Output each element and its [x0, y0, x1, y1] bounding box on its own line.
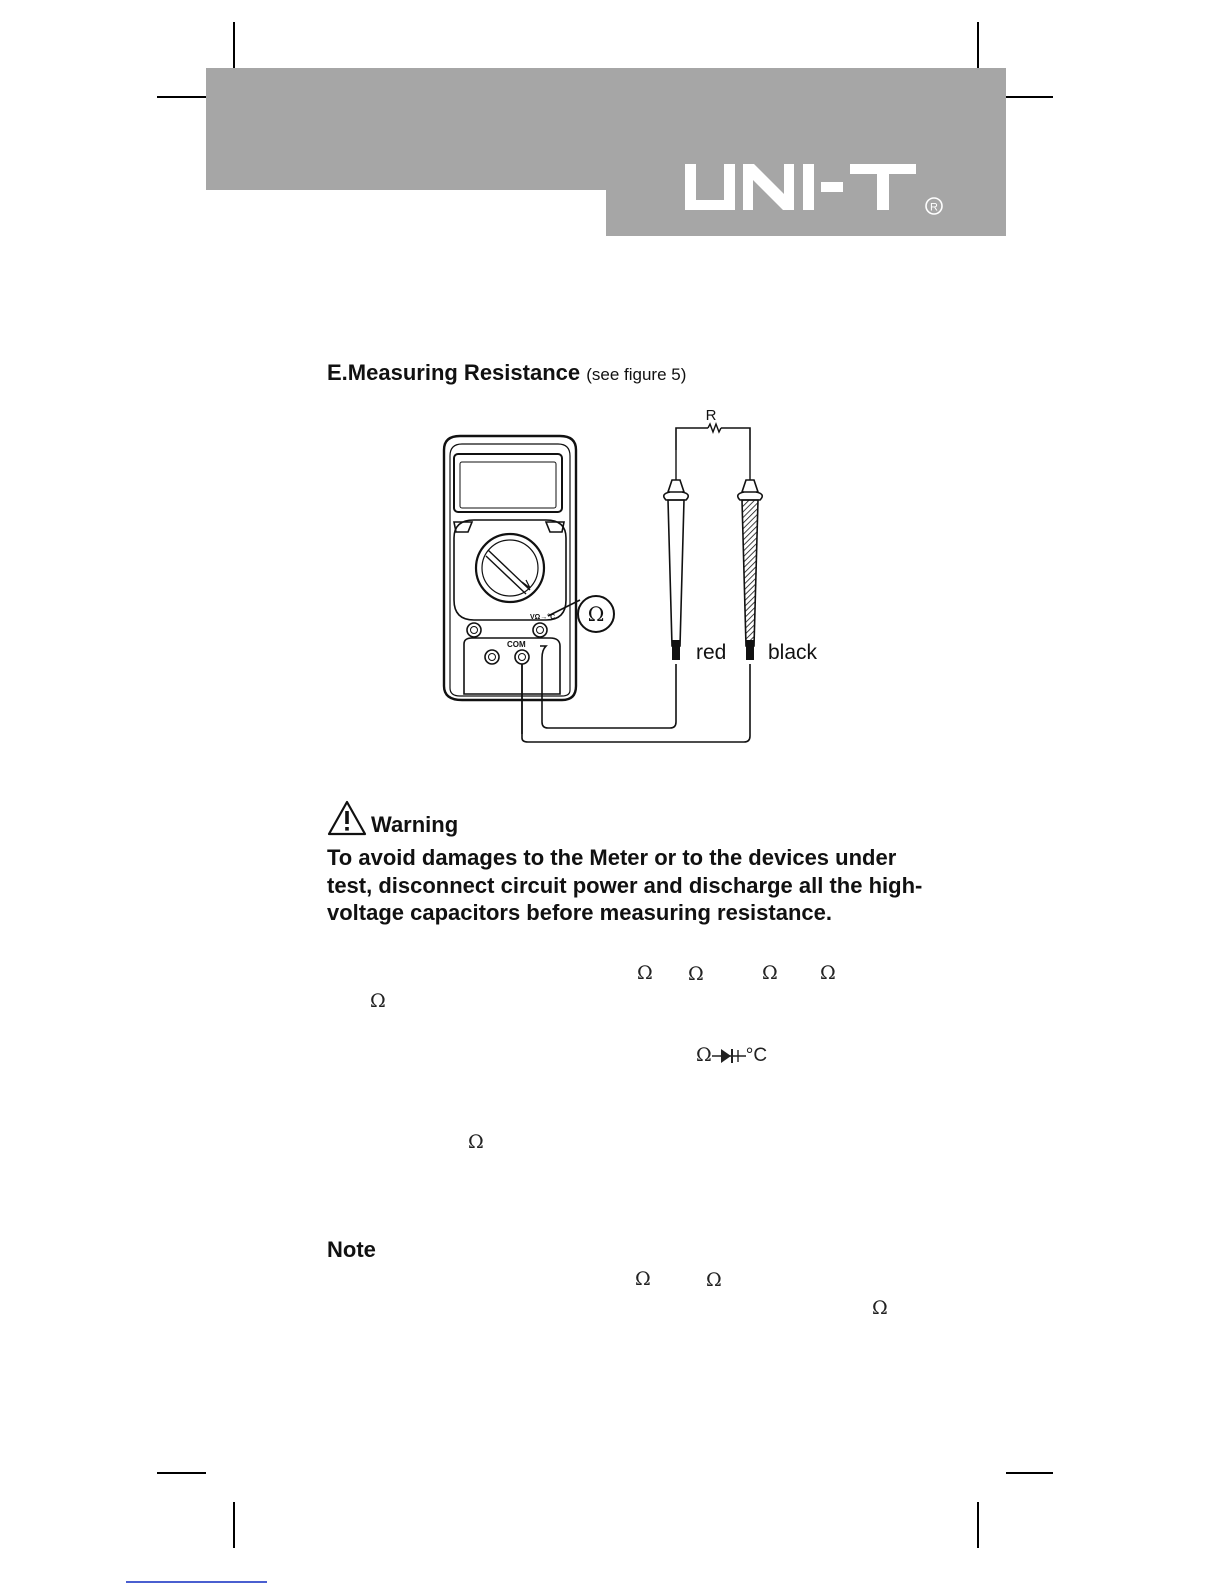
crop-mark-top-right-vertical	[977, 22, 979, 68]
ohm-diode-celsius-symbol: Ω °C	[696, 1043, 768, 1066]
section-title-note: (see figure 5)	[586, 365, 687, 384]
crop-mark-top-left-horizontal	[157, 96, 206, 98]
meter-display	[454, 454, 562, 512]
crop-mark-bottom-right-vertical	[977, 1502, 979, 1548]
ohm-symbol: Ω	[872, 1297, 888, 1319]
warning-body: To avoid damages to the Meter or to the devices under test, disconnect circuit power and discharge all the high-voltage capacitors before measuring resistance.	[327, 845, 923, 925]
ohm-callout-symbol: Ω	[587, 602, 605, 626]
black-lead-wire	[522, 664, 750, 742]
ohm-symbol: Ω	[370, 990, 386, 1012]
ohm-symbol: Ω	[706, 1269, 722, 1291]
section-title-prefix: E.	[327, 360, 348, 385]
black-probe	[742, 500, 758, 646]
resistor-label: R	[705, 407, 717, 424]
multimeter-diagram	[430, 400, 850, 750]
section-title	[327, 360, 686, 386]
terminal-label-main: VΩ→°C	[530, 614, 556, 621]
diode-icon	[712, 1045, 746, 1065]
ohm-symbol: Ω	[688, 963, 704, 985]
crop-mark-top-left-vertical	[233, 22, 235, 68]
crop-mark-bottom-left-vertical	[233, 1502, 235, 1548]
warning-triangle-icon	[327, 800, 367, 836]
warning-heading	[327, 800, 458, 836]
ohm-symbol: Ω	[820, 962, 836, 984]
terminal-label-com: COM	[507, 640, 526, 649]
red-probe	[668, 500, 684, 646]
registered-mark: R	[930, 201, 938, 214]
ohm-symbol: Ω	[762, 962, 778, 984]
uni-t-logo-icon	[683, 160, 945, 220]
ohm-symbol: Ω	[635, 1268, 651, 1290]
lead-label-black: black	[768, 641, 818, 664]
link-underline[interactable]	[126, 1581, 267, 1583]
brand-logo	[683, 160, 945, 220]
ohm-symbol: Ω	[468, 1131, 484, 1153]
crop-mark-bottom-left-horizontal	[157, 1472, 206, 1474]
figure-multimeter-resistance	[430, 400, 850, 750]
resistor-icon	[708, 424, 721, 432]
crop-mark-bottom-right-horizontal	[1006, 1472, 1053, 1474]
lead-label-red: red	[696, 641, 727, 664]
ohm-symbol: Ω	[637, 962, 653, 984]
section-title-bold: Measuring Resistance	[347, 360, 581, 385]
note-title: Note	[327, 1237, 376, 1262]
ohm-symbol: Ω	[696, 1043, 712, 1066]
warning-title: Warning	[371, 812, 459, 837]
crop-mark-top-right-horizontal	[1006, 96, 1053, 98]
rotary-dial	[476, 534, 544, 602]
